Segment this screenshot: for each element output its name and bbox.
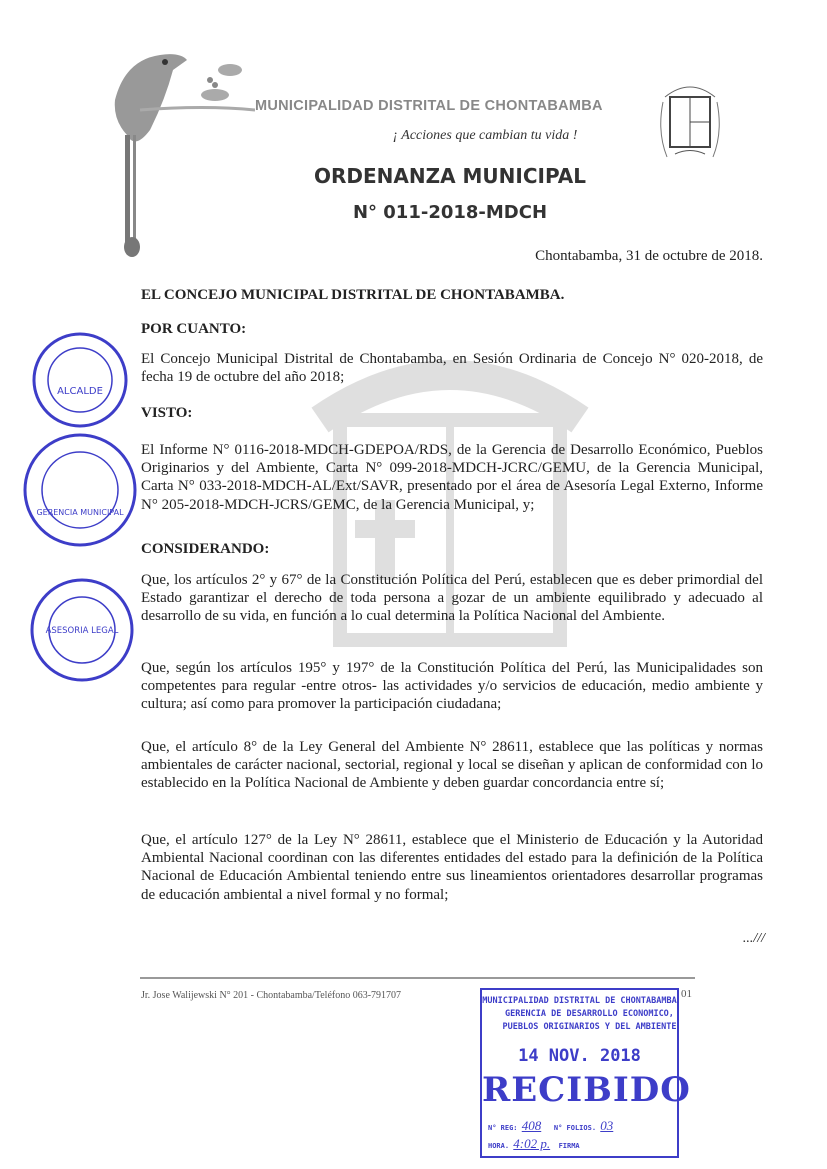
svg-text:ASESORIA LEGAL: ASESORIA LEGAL — [45, 626, 119, 636]
stamp-line: PUEBLOS ORIGINARIOS Y DEL AMBIENTE — [502, 1022, 677, 1032]
document-date: Chontabamba, 31 de octubre de 2018. — [535, 248, 763, 264]
coat-of-arms-logo — [655, 72, 725, 167]
tagline: ¡ Acciones que cambian tu vida ! — [392, 128, 578, 143]
document-number: N° 011-2018-MDCH — [352, 202, 548, 223]
continuation-mark: .../// — [742, 931, 765, 946]
organization-name: MUNICIPALIDAD DISTRITAL DE CHONTABAMBA — [255, 98, 603, 114]
considerando-heading: CONSIDERANDO: — [141, 541, 270, 557]
received-stamp — [480, 988, 691, 1158]
por-cuanto-text: El Concejo Municipal Distrital de Chontabamba, en Sesión Ordinaria de Concejo N° 020-2018, de fecha 19 de octubre del año 2018; — [141, 351, 763, 386]
footer-address: Jr. Jose Walijewski N° 201 - Chontabamba/Teléfono 063-791707 — [141, 990, 402, 1001]
visto-text: El Informe N° 0116-2018-MDCH-GDEPOA/RDS, de la Gerencia de Desarrollo Económico, Pueblos Originarios y del Ambiente, Carta N° 099-2018-MDCH-JCRC/GEMU, de la Gerencia Municipal, Carta N° 033-2018-MDCH-AL/Ext/SAVR, presentado por el área de Asesoría Legal Externo, Informe N° 205-2018-MDCH-JCRS/GEMC, de la Gerencia Municipal, y; — [141, 442, 763, 513]
seal-gerencia — [20, 430, 140, 550]
stamp-line: MUNICIPALIDAD DISTRITAL DE CHONTABAMBA — [482, 996, 677, 1006]
reg-label: N° REG: — [488, 1124, 518, 1132]
svg-text:GERENCIA MUNICIPAL: GERENCIA MUNICIPAL — [36, 508, 124, 517]
por-cuanto-heading: POR CUANTO: — [141, 321, 247, 337]
considerando-paragraph: Que, según los artículos 195° y 197° de la Constitución Política del Perú, las Municipalidades son competentes para regular -entre otros- las actividades y/o servicios de educación, medio ambiente y cultura; así como para promover la participación ciudadana; — [141, 660, 763, 713]
firma-label: FIRMA — [558, 1142, 580, 1150]
svg-text:ALCALDE: ALCALDE — [57, 386, 103, 397]
hora-label: HORA. — [488, 1142, 510, 1150]
seal-asesoria — [25, 575, 140, 685]
considerando-paragraph: Que, los artículos 2° y 67° de la Constitución Política del Perú, establecen que es deber primordial del Estado garantizar el derecho de toda persona a gozar de un ambiente equilibrado y adecuado al desarrollo de su vida, en función a lo cual determina la Política Nacional del Ambiente. — [141, 572, 763, 625]
stamp-received-word: RECIBIDO — [482, 1070, 691, 1110]
reg-value: 408 — [521, 1118, 542, 1133]
visto-heading: VISTO: — [141, 405, 193, 421]
considerando-paragraph: Que, el artículo 127° de la Ley N° 28611, establece que el Ministerio de Educación y la Autoridad Ambiental Nacional coordinan con las diferentes entidades del estado para la definición de la Política Nacional de Educación Ambiental teniendo entre sus lineamientos orientadores desarrollar programas de educación ambiental a nivel formal y no formal; — [141, 832, 763, 903]
considerando-paragraph: Que, el artículo 8° de la Ley General del Ambiente N° 28611, establece que las políticas y normas ambientales de carácter nacional, sectorial, regional y local se diseñan y aplican de conformidad con lo establecido en la Política Nacional de Ambiente y deben guardar concordancia entre sí; — [141, 739, 763, 792]
folios-label: N° FOLIOS. — [553, 1124, 597, 1132]
footer-divider — [140, 977, 695, 979]
council-heading: EL CONCEJO MUNICIPAL DISTRITAL DE CHONTABAMBA. — [141, 287, 565, 303]
folios-value: 03 — [600, 1118, 614, 1133]
stamp-date: 14 NOV. 2018 — [518, 1046, 641, 1066]
stamp-line: GERENCIA DE DESARROLLO ECONOMICO, — [505, 1009, 674, 1019]
hora-value: 4:02 p. — [513, 1136, 551, 1151]
page-mark: 01 — [681, 988, 692, 1000]
seal-alcalde — [25, 330, 135, 430]
document-title: ORDENANZA MUNICIPAL — [313, 164, 587, 188]
bird-logo — [95, 40, 255, 260]
